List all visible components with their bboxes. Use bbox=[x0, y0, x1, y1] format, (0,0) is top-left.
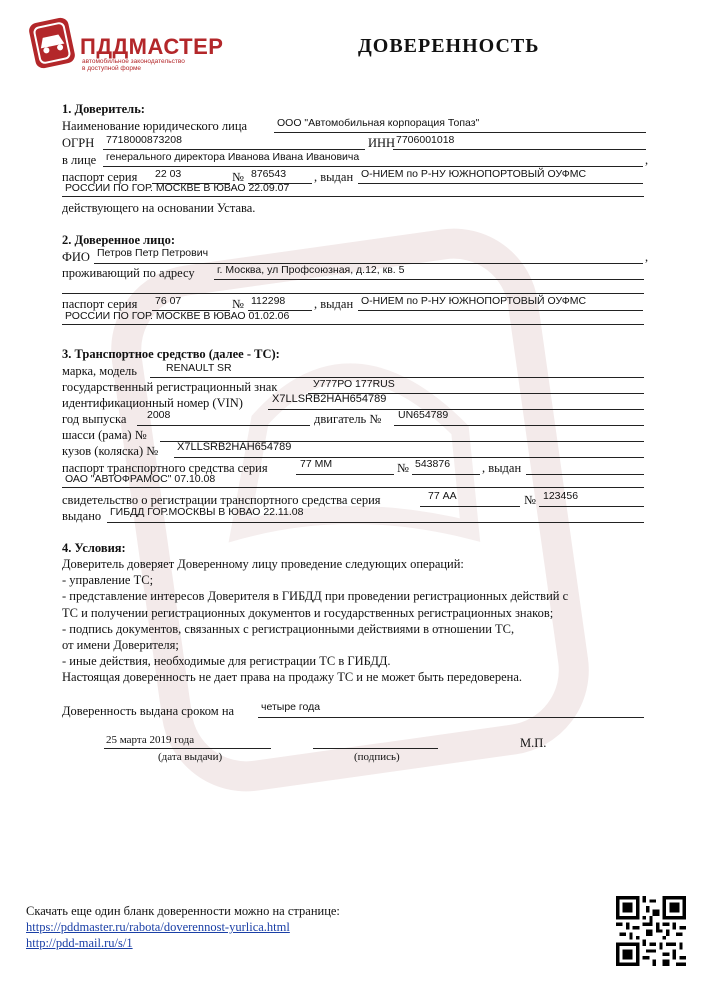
sign-caption: (подпись) bbox=[354, 751, 400, 763]
inn-label: ИНН bbox=[368, 136, 396, 150]
sign-line bbox=[313, 748, 438, 749]
conditions-line: Настоящая доверенность не дает права на продажу ТС и не может быть передоверена. bbox=[62, 670, 523, 685]
inn-line bbox=[393, 149, 646, 150]
srts-issued-value: ГИБДД ГОР.МОСКВЫ В ЮВАО 22.11.08 bbox=[110, 506, 304, 518]
vin-line bbox=[268, 409, 644, 410]
conditions-line: - управление ТС; bbox=[62, 573, 154, 588]
conditions-line: Доверитель доверяет Доверенному лицу проведение следующих операций: bbox=[62, 557, 464, 571]
stamp-place: М.П. bbox=[520, 736, 547, 750]
pts-label: паспорт транспортного средства серия bbox=[62, 461, 268, 475]
ogrn-value: 7718000873208 bbox=[106, 134, 182, 146]
person-value: генерального директора Иванова Ивана Ивановича bbox=[106, 151, 360, 163]
srts-issued-line bbox=[107, 522, 644, 523]
passport-issued-2a: О-НИЕМ по Р-НУ ЮЖНОПОРТОВЫЙ ОУФМС bbox=[361, 295, 587, 307]
engine-value: UN654789 bbox=[398, 409, 449, 421]
passport-series-1: 22 03 bbox=[155, 168, 182, 180]
principal-basis: действующего на основании Устава. bbox=[62, 201, 256, 215]
passport-issued-2b: РОССИИ ПО ГОР. МОСКВЕ В ЮВАО 01.02.06 bbox=[65, 310, 290, 322]
passport-issued-label-2: , выдан bbox=[314, 297, 354, 311]
section-agent-heading: 2. Доверенное лицо: bbox=[62, 233, 175, 247]
model-value: RENAULT SR bbox=[166, 362, 232, 374]
srts-num-label: № bbox=[524, 493, 536, 507]
person-line bbox=[103, 166, 643, 167]
pts-series: 77 ММ bbox=[300, 458, 333, 470]
ogrn-label: ОГРН bbox=[62, 136, 95, 150]
conditions-line: от имени Доверителя; bbox=[62, 637, 179, 652]
footer-link-1[interactable]: https://pddmaster.ru/rabota/doverennost-yurlica.html bbox=[26, 920, 290, 934]
conditions-list bbox=[62, 557, 662, 687]
person-comma: , bbox=[645, 153, 649, 167]
date-line bbox=[104, 748, 271, 749]
pts-issued-label: , выдан bbox=[482, 461, 522, 475]
passport-issued-line-1 bbox=[358, 183, 643, 184]
brand-tagline-1: автомобильное законодательство bbox=[82, 58, 185, 65]
fio-comma: , bbox=[645, 250, 649, 264]
srts-issued-label: выдано bbox=[62, 509, 102, 523]
brand-name: ПДДМАСТЕР bbox=[80, 34, 224, 59]
ogrn-line bbox=[103, 149, 365, 150]
vin-value: X7LLSRB2HAH654789 bbox=[272, 393, 387, 405]
engine-line bbox=[394, 425, 644, 426]
pts-number: 543876 bbox=[415, 458, 451, 470]
conditions-line: - иные действия, необходимые для регистрации ТС в ГИБДД. bbox=[62, 654, 391, 669]
passport-issued-line-2b bbox=[62, 324, 644, 325]
pts-issued-line-2 bbox=[62, 487, 644, 488]
term-line bbox=[258, 717, 644, 718]
fio-value: Петров Петр Петрович bbox=[97, 247, 209, 259]
plate-label: государственный регистрационный знак bbox=[62, 380, 278, 394]
body-value: X7LLSRB2HAH654789 bbox=[177, 441, 292, 453]
date-caption: (дата выдачи) bbox=[158, 751, 223, 763]
footer-intro: Скачать еще один бланк доверенности можно на странице: bbox=[26, 904, 340, 918]
srts-number-line bbox=[539, 506, 644, 507]
org-line bbox=[274, 132, 646, 133]
term-label: Доверенность выдана сроком на bbox=[62, 704, 235, 718]
person-label: в лице bbox=[62, 153, 97, 167]
engine-label: двигатель № bbox=[314, 412, 382, 426]
year-value: 2008 bbox=[147, 409, 171, 421]
conditions-line: - подпись документов, связанных с регистрационными действиями в отношении ТС, bbox=[62, 621, 515, 636]
srts-series: 77 АА bbox=[428, 490, 457, 502]
section-vehicle-heading: 3. Транспортное средство (далее - ТС): bbox=[62, 347, 280, 361]
year-label: год выпуска bbox=[62, 412, 127, 426]
section-conditions-heading: 4. Условия: bbox=[62, 541, 126, 555]
address-line-2 bbox=[62, 293, 644, 294]
term-value: четыре года bbox=[261, 701, 321, 713]
srts-number: 123456 bbox=[543, 490, 579, 502]
passport-series-2: 76 07 bbox=[155, 295, 182, 307]
conditions-line: ТС и получении регистрационных документов и государственных регистрационных знаков; bbox=[62, 605, 554, 620]
passport-num-label-1: № bbox=[232, 170, 244, 184]
model-line bbox=[150, 377, 644, 378]
date-value: 25 марта 2019 года bbox=[106, 734, 195, 746]
conditions-line: - представление интересов Доверителя в ГИБДД при проведении регистрационных действий с bbox=[62, 589, 569, 604]
year-line bbox=[137, 425, 310, 426]
pts-issued-line bbox=[526, 474, 644, 475]
pts-series-line bbox=[296, 474, 394, 475]
passport-number-1: 876543 bbox=[251, 168, 287, 180]
logo-icon bbox=[24, 14, 80, 72]
vin-label: идентификационный номер (VIN) bbox=[62, 396, 243, 410]
address-line bbox=[214, 279, 644, 280]
pts-issued-value: ОАО "АВТОФРАМОС" 07.10.08 bbox=[65, 473, 216, 485]
body-label: кузов (коляска) № bbox=[62, 444, 159, 458]
passport-issued-1a: О-НИЕМ по Р-НУ ЮЖНОПОРТОВЫЙ ОУФМС bbox=[361, 168, 587, 180]
pts-number-line bbox=[412, 474, 480, 475]
inn-value: 7706001018 bbox=[396, 134, 455, 146]
section-principal-heading: 1. Доверитель: bbox=[62, 102, 145, 116]
passport-label-1: паспорт серия bbox=[62, 170, 138, 184]
passport-issued-line-2 bbox=[358, 310, 643, 311]
srts-label: свидетельство о регистрации транспортного средства серия bbox=[62, 493, 381, 507]
address-value: г. Москва, ул Профсоюзная, д.12, кв. 5 bbox=[217, 264, 405, 276]
passport-label-2: паспорт серия bbox=[62, 297, 138, 311]
chassis-label: шасси (рама) № bbox=[62, 428, 147, 442]
fio-label: ФИО bbox=[62, 250, 90, 264]
passport-number-2: 112298 bbox=[251, 295, 286, 307]
brand-tagline-2: в доступной форме bbox=[82, 65, 142, 72]
footer-link-2[interactable]: http://pdd-mail.ru/s/1 bbox=[26, 936, 133, 950]
body-line bbox=[174, 457, 644, 458]
srts-series-line bbox=[420, 506, 520, 507]
org-label: Наименование юридического лица bbox=[62, 119, 248, 133]
plate-value: У777РО 177RUS bbox=[313, 378, 395, 390]
document-title: ДОВЕРЕННОСТЬ bbox=[358, 35, 540, 57]
model-label: марка, модель bbox=[62, 364, 137, 378]
org-value: ООО "Автомобильная корпорация Топаз" bbox=[277, 117, 480, 129]
passport-issued-1b: РОССИИ ПО ГОР. МОСКВЕ В ЮВАО 22.09.07 bbox=[65, 182, 290, 194]
pts-num-label: № bbox=[397, 461, 409, 475]
passport-num-label-2: № bbox=[232, 297, 244, 311]
qr-code-icon bbox=[616, 896, 686, 966]
address-label: проживающий по адресу bbox=[62, 266, 195, 280]
passport-issued-label-1: , выдан bbox=[314, 170, 354, 184]
passport-issued-line-1b bbox=[62, 196, 644, 197]
